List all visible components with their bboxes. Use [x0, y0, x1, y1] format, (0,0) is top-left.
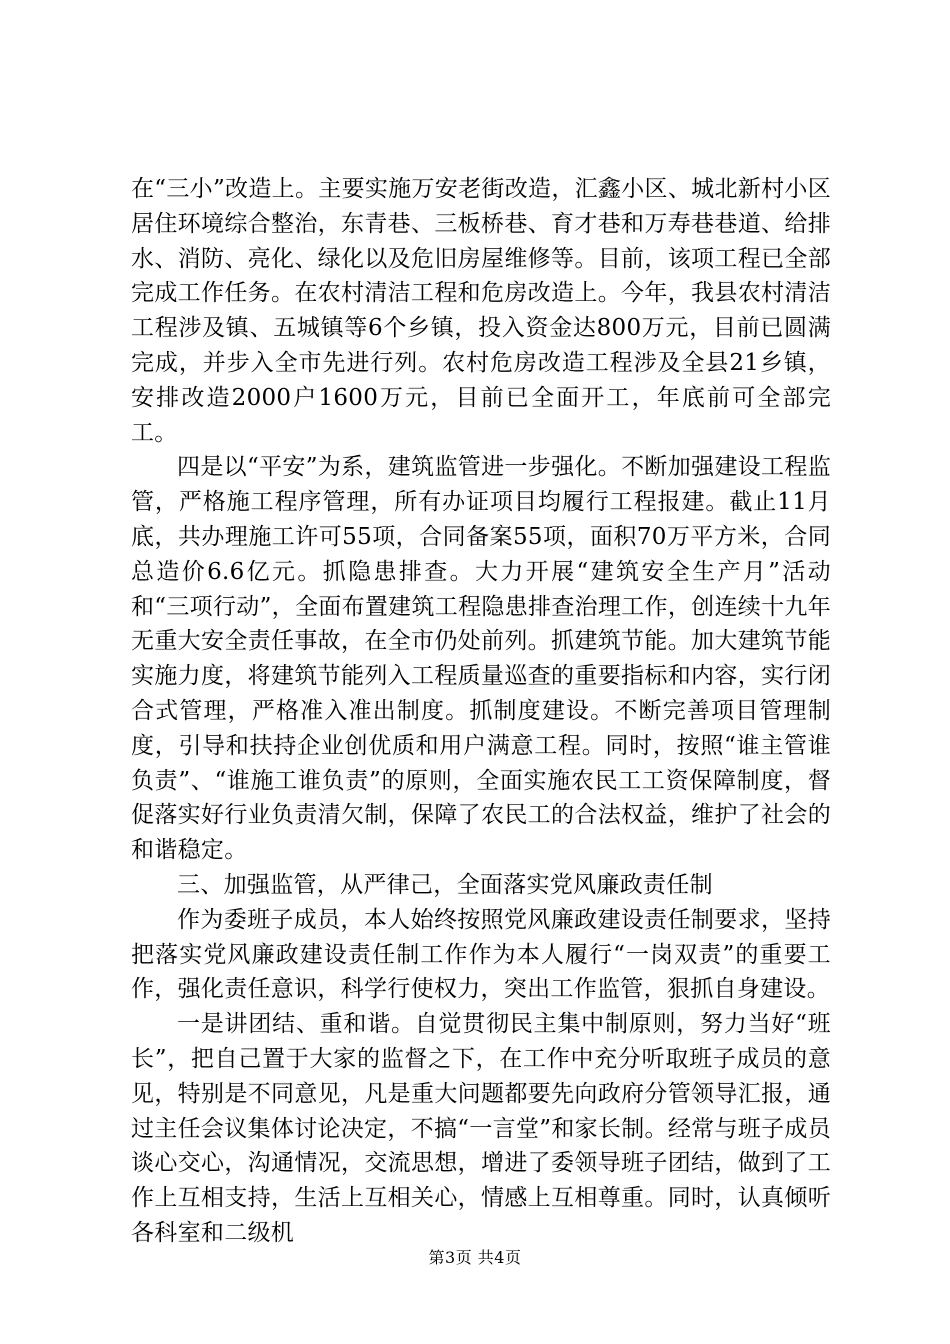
paragraph-committee-member: 作为委班子成员，本人始终按照党风廉政建设责任制要求，坚持把落实党风廉政建设责任制工作作为本人履行“一岗双责”的重要工作，强化责任意识，科学行使权力，突出工作监管，狠抓自身建设。: [131, 906, 831, 1003]
paragraph-sanxiao-renovation: 在“三小”改造上。主要实施万安老街改造，汇鑫小区、城北新村小区居住环境综合整治，东青巷、三板桥巷、育才巷和万寿巷巷道、给排水、消防、亮化、绿化以及危旧房屋维修等。目前，该项工程已全部完成工作任务。在农村清洁工程和危房改造上。今年，我县农村清洁工程涉及镇、五城镇等6个乡镇，投入资金达800万元，目前已圆满完成，并步入全市先进行列。农村危房改造工程涉及全县21乡镇，安排改造2000户1600万元，目前已全面开工，年底前可全部完工。: [131, 176, 831, 446]
section-heading-party-integrity: 三、加强监管，从严律己，全面落实党风廉政责任制: [177, 871, 713, 898]
document-body: [131, 172, 831, 1251]
paragraph-building-supervision: 四是以“平安”为系，建筑监管进一步强化。不断加强建设工程监管，严格施工程序管理，所有办证项目均履行工程报建。截止11月底，共办理施工许可55项，合同备案55项，面积70万平方米，合同总造价6.6亿元。抓隐患排查。大力开展“建筑安全生产月”活动和“三项行动”，全面布置建筑工程隐患排查治理工作，创连续十九年无重大安全责任事故，在全市仍处前列。抓建筑节能。加大建筑节能实施力度，将建筑节能列入工程质量巡查的重要指标和内容，实行闭合式管理，严格准入准出制度。抓制度建设。不断完善项目管理制度，引导和扶持企业创优质和用户满意工程。同时，按照“谁主管谁负责”、“谁施工谁负责”的原则，全面实施农民工工资保障制度，督促落实好行业负责清欠制，保障了农民工的合法权益，维护了社会的和谐稳定。: [131, 454, 831, 864]
page-footer: 第3页 共4页: [428, 1248, 522, 1267]
paragraph-unity-harmony: 一是讲团结、重和谐。自觉贯彻民主集中制原则，努力当好“班长”，把自己置于大家的监督之下，在工作中充分听取班子成员的意见，特别是不同意见，凡是重大问题都要先向政府分管领导汇报，通过主任会议集体讨论决定，不搞“一言堂”和家长制。经常与班子成员谈心交心，沟通情况，交流思想，增进了委领导班子团结，做到了工作上互相支持，生活上互相关心，情感上互相尊重。同时，认真倾听各科室和二级机: [131, 1011, 831, 1246]
